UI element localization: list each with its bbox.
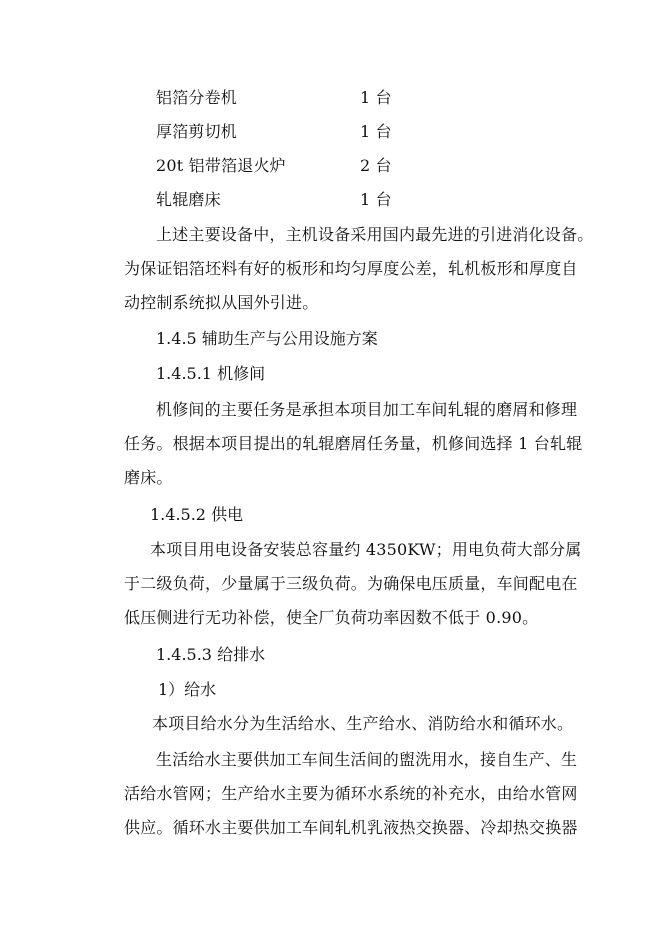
paragraph-line: 生活给水主要供加工车间生活间的盥洗用水，接自生产、生 <box>156 750 578 769</box>
subsection-heading: 1.4.5.3 给排水 <box>156 645 266 664</box>
paragraph-line: 任务。根据本项目提出的轧辊磨屑任务量，机修间选择 1 台轧辊 <box>124 434 583 453</box>
subsection-heading: 1.4.5.1 机修间 <box>156 364 266 383</box>
equipment-name: 20t 铝带箔退火炉 <box>156 156 286 175</box>
item-heading: 1）给水 <box>158 680 217 699</box>
subsection-heading: 1.4.5.2 供电 <box>150 505 244 524</box>
paragraph-line: 本项目用电设备安装总容量约 4350KW；用电负荷大部分属 <box>150 540 582 559</box>
paragraph-line: 低压侧进行无功补偿，使全厂负荷功率因数不低于 0.90。 <box>124 608 539 627</box>
section-heading: 1.4.5 辅助生产与公用设施方案 <box>156 329 378 348</box>
equipment-quantity: 1 台 <box>360 88 392 107</box>
equipment-name: 铝箔分卷机 <box>156 88 238 107</box>
equipment-quantity: 2 台 <box>360 156 392 175</box>
paragraph-line: 动控制系统拟从国外引进。 <box>124 293 319 312</box>
paragraph-line: 上述主要设备中，主机设备采用国内最先进的引进消化设备。 <box>156 225 594 244</box>
paragraph-line: 为保证铝箔坯料有好的板形和均匀厚度公差，轧机板形和厚度自 <box>124 259 578 278</box>
paragraph-line: 供应。循环水主要供加工车间轧机乳液热交换器、冷却热交换器 <box>124 818 578 837</box>
equipment-quantity: 1 台 <box>360 122 392 141</box>
equipment-name: 轧辊磨床 <box>156 190 221 209</box>
paragraph-line: 本项目给水分为生活给水、生产给水、消防给水和循环水。 <box>152 714 574 733</box>
equipment-quantity: 1 台 <box>360 190 392 209</box>
paragraph-line: 于二级负荷，少量属于三级负荷。为确保电压质量，车间配电在 <box>124 574 578 593</box>
paragraph-line: 机修间的主要任务是承担本项目加工车间轧辊的磨屑和修理 <box>156 400 578 419</box>
paragraph-line: 磨床。 <box>124 468 173 487</box>
paragraph-line: 活给水管网；生产给水主要为循环水系统的补充水，由给水管网 <box>124 784 578 803</box>
equipment-name: 厚箔剪切机 <box>156 122 238 141</box>
